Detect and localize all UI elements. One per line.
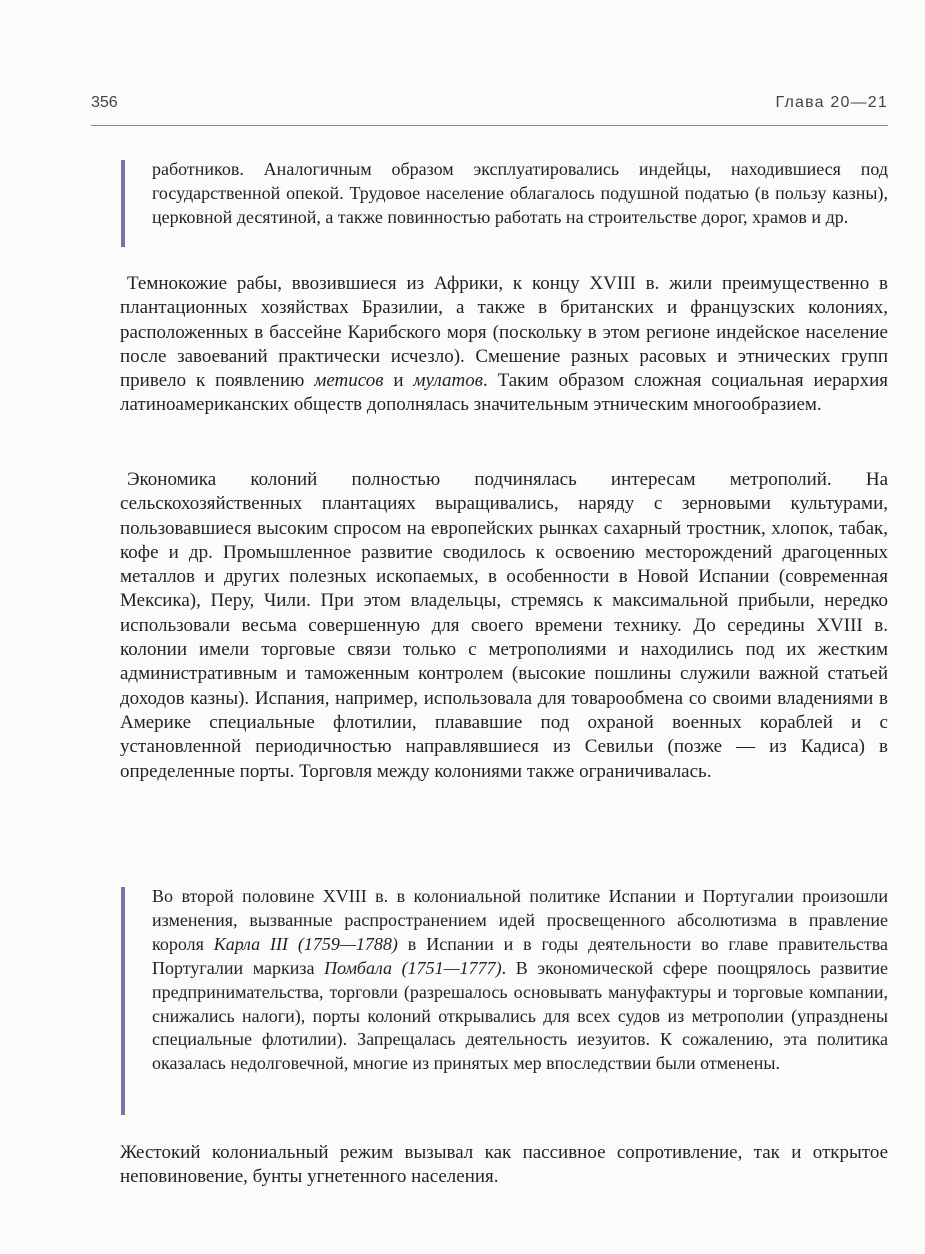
term-mestizos: метисов xyxy=(314,370,384,392)
aside-bar-reforms xyxy=(121,887,125,1115)
page-header xyxy=(91,94,888,118)
paragraph-economy xyxy=(120,468,888,784)
paragraph-slaves xyxy=(120,272,888,418)
running-head: Глава 20—21 xyxy=(775,94,888,111)
page-number: 356 xyxy=(91,94,118,111)
paragraph-economy-text: Экономика колоний полностью подчинялась интересам метрополий. На сельскохозяйственных плантациях выращивались, наряду с зерновыми культурами, пользовавшиеся высоким спросом на европейских рынках сахарный тростник, хлопок, табак, кофе и др. Промышленное развитие сводилось к освоению месторождений драгоценных металлов и других полезных ископаемых, в особенности в Новой Испании (современная Мексика), Перу, Чили. При этом владельцы, стремясь к максимальной прибыли, нередко использовали весьма совершенную для своего времени технику. До середины XVIII в. колонии имели торговые связи только с метрополиями и находились под их жестким административным и таможенным контролем (высокие пошлины служили важной статьей доходов казны). Испания, например, использовала для товарообмена со своими владениями в Америке специальные флотилии, плававшие под охраной военных кораблей и с установленной периодичностью направлявшиеся из Севильи (позже — из Кадиса) в определенные порты. Торговля между колониями также ограничивалась. xyxy=(120,469,888,782)
name-pombal: Помбала (1751—1777) xyxy=(324,957,502,978)
paragraph-resistance-text: Жестокий колониальный режим вызывал как пассивное сопротивление, так и открытое неповиновение, бунты угнетенного населения. xyxy=(120,1142,888,1188)
term-mulattoes: мулатов xyxy=(413,370,483,392)
header-rule xyxy=(91,125,888,126)
aside-bar-top xyxy=(121,160,125,247)
aside-reforms-text: Во второй половине XVIII в. в колониальной политике Испании и Португалии произошли изменения, вызванные распространением идей просвещенного абсолютизма в правление короля Карла III (1759—1788) в Испании и в годы деятельности во главе правительства Португалии маркиза Помбала (1751—1777). В экономической сфере поощрялось развитие предпринимательства, торговли (разрешалось основывать мануфактуры и торговые компании, снижались налоги), порты колоний открывались для всех судов из метрополии (упразднены специальные флотилии). Запрещалась деятельность иезуитов. К сожалению, эта политика оказалась недолговечной, многие из принятых мер впоследствии были отменены. xyxy=(152,886,888,1074)
name-charles-iii: Карла III (1759—1788) xyxy=(213,933,398,954)
paragraph-slaves-text: Темнокожие рабы, ввозившиеся из Африки, к концу XVIII в. жили преимущественно в плантационных хозяйствах Бразилии, а также в британских и французских колониях, расположенных в бассейне Карибского моря (поскольку в этом регионе индейское население после завоеваний практически исчезло). Смешение разных расовых и этнических групп привело к появлению метисов и мулатов. Таким образом сложная социальная иерархия латиноамериканских обществ дополнялась значительным этническим многообразием. xyxy=(120,273,888,416)
aside-top-text: работников. Аналогичным образом эксплуатировались индейцы, находившиеся под государственной опекой. Трудовое население облагалось подушной податью (в пользу казны), церковной десятиной, а также повинностью работать на строительстве дорог, храмов и др. xyxy=(152,159,888,227)
aside-reforms xyxy=(152,885,888,1076)
aside-top xyxy=(152,158,888,230)
paragraph-resistance xyxy=(120,1141,888,1190)
